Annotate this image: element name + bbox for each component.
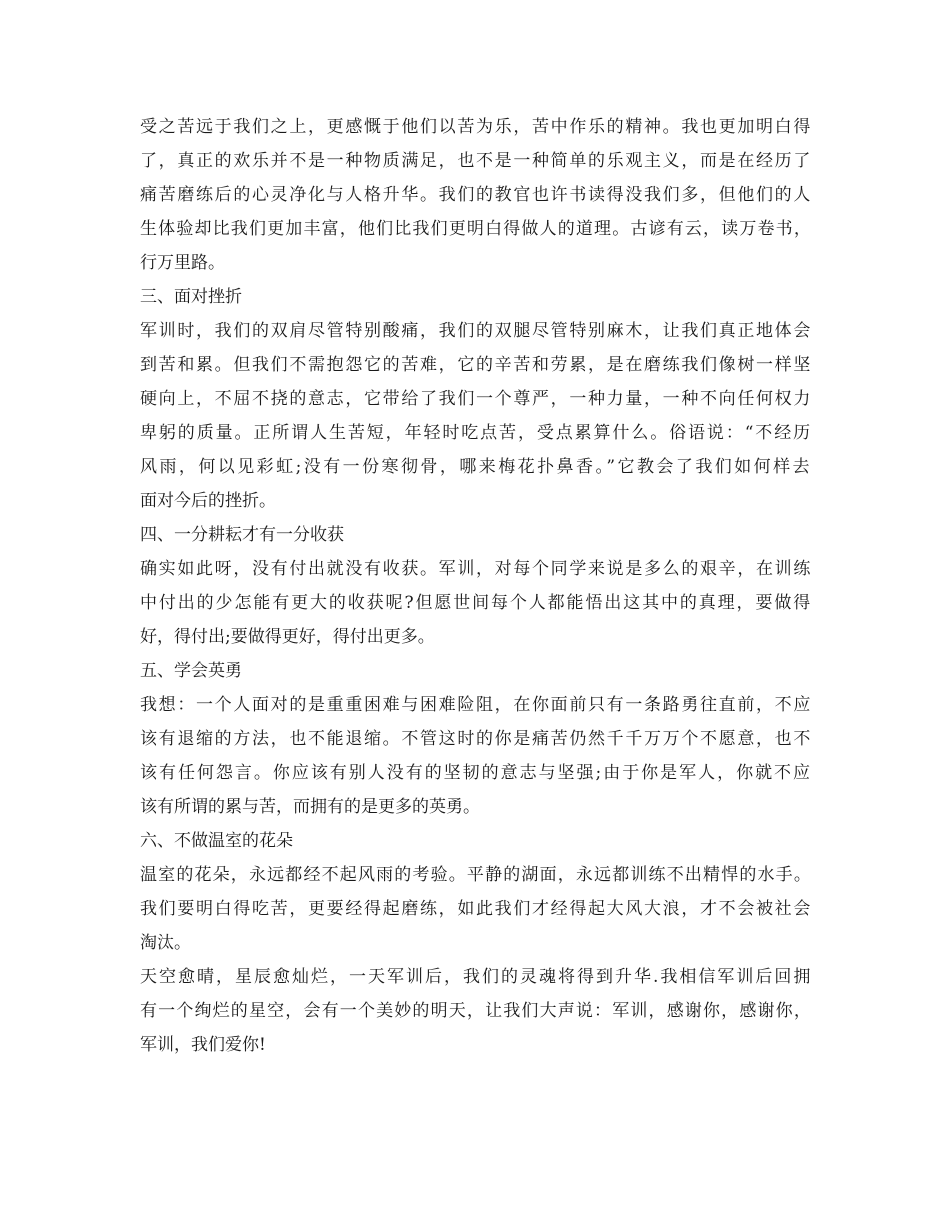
text-line: 军训时，我们的双肩尽管特别酸痛，我们的双腿尽管特别麻木，让我们真正地体会 (140, 321, 813, 341)
text-line: 五、学会英勇 (140, 661, 242, 681)
text-line: 好，得付出;要做得更好，得付出更多。 (140, 627, 435, 647)
text-line: 该有任何怨言。你应该有别人没有的坚韧的意志与坚强;由于你是军人，你就不应 (140, 763, 812, 783)
text-line: 我们要明白得吃苦，更要经得起磨练，如此我们才经得起大风大浪，才不会被社会 (140, 899, 813, 919)
text-line: 行万里路。 (140, 253, 225, 273)
text-line: 淘汰。 (140, 933, 191, 953)
text-line: 受之苦远于我们之上，更感慨于他们以苦为乐，苦中作乐的精神。我也更加明白得 (140, 117, 813, 137)
text-line: 该有所谓的累与苦，而拥有的是更多的英勇。 (140, 797, 480, 817)
text-line: 卑躬的质量。正所谓人生苦短，年轻时吃点苦，受点累算什么。俗语说：“不经历 (140, 423, 812, 443)
document-page (140, 110, 812, 1062)
text-line: 硬向上，不屈不挠的意志，它带给了我们一个尊严，一种力量，一种不向任何权力 (140, 389, 813, 409)
text-line: 面对今后的挫折。 (140, 491, 276, 511)
text-line: 风雨，何以见彩虹;没有一份寒彻骨，哪来梅花扑鼻香。”它教会了我们如何样去 (140, 457, 812, 477)
text-line: 军训，我们爱你! (140, 1035, 266, 1055)
text-line: 天空愈晴，星辰愈灿烂，一天军训后，我们的灵魂将得到升华.我相信军训后回拥 (140, 967, 813, 987)
text-line: 痛苦磨练后的心灵净化与人格升华。我们的教官也许书读得没我们多，但他们的人 (140, 185, 813, 205)
text-line: 中付出的少怎能有更大的收获呢?但愿世间每个人都能悟出这其中的真理，要做得 (140, 593, 813, 613)
text-line: 温室的花朵，永远都经不起风雨的考验。平静的湖面，永远都训练不出精悍的水手。 (140, 865, 812, 885)
text-line: 到苦和累。但我们不需抱怨它的苦难，它的辛苦和劳累，是在磨练我们像树一样坚 (140, 355, 813, 375)
text-line: 确实如此呀，没有付出就没有收获。军训，对每个同学来说是多么的艰辛，在训练 (140, 559, 813, 579)
text-line: 该有退缩的方法，也不能退缩。不管这时的你是痛苦仍然千千万万个不愿意，也不 (140, 729, 813, 749)
text-line: 我想：一个人面对的是重重困难与困难险阻，在你面前只有一条路勇往直前，不应 (140, 695, 813, 715)
text-line: 生体验却比我们更加丰富，他们比我们更明白得做人的道理。古谚有云，读万卷书， (140, 219, 812, 239)
text-line: 四、一分耕耘才有一分收获 (140, 525, 344, 545)
text-line: 了，真正的欢乐并不是一种物质满足，也不是一种简单的乐观主义，而是在经历了 (140, 151, 813, 171)
text-line: 六、不做温室的花朵 (140, 831, 293, 851)
text-line: 三、面对挫折 (140, 287, 242, 307)
text-line: 有一个绚烂的星空，会有一个美妙的明天，让我们大声说：军训，感谢你，感谢你， (140, 1001, 812, 1021)
